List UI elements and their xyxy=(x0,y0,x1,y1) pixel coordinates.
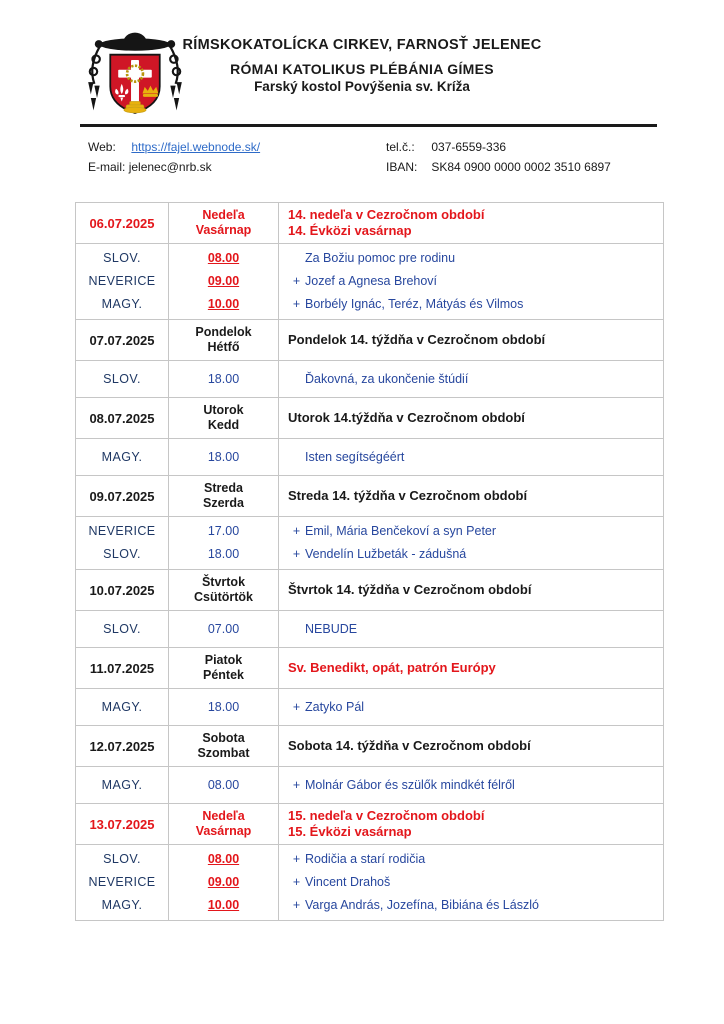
mass-place-cell xyxy=(76,517,169,570)
mass-intention xyxy=(288,446,663,469)
website-link[interactable]: https://fajel.webnode.sk/ xyxy=(131,140,261,154)
mass-time-cell xyxy=(169,244,279,320)
day-name-line: Streda xyxy=(204,481,243,495)
intention-plus-sign: + xyxy=(292,274,301,288)
day-name-line: Nedeľa xyxy=(202,208,245,222)
tel-label: tel.č.: xyxy=(386,140,415,154)
mass-intention xyxy=(288,894,663,917)
day-name xyxy=(169,804,279,845)
mass-time xyxy=(169,774,278,797)
day-name-line: Piatok xyxy=(204,653,243,667)
email-value: jelenec@nrb.sk xyxy=(128,160,212,174)
schedule-mass-row xyxy=(76,845,664,921)
schedule-day-row xyxy=(76,804,664,845)
mass-intention-cell xyxy=(279,439,664,476)
mass-intention xyxy=(288,368,663,391)
day-title-line: 14. Évközi vasárnap xyxy=(288,223,412,238)
day-title xyxy=(279,203,664,244)
day-title-line: Utorok 14.týždňa v Cezročnom období xyxy=(288,410,525,425)
intention-plus-sign: + xyxy=(292,852,301,866)
schedule-mass-row xyxy=(76,439,664,476)
day-name xyxy=(169,648,279,689)
intention-text: Zatyko Pál xyxy=(305,699,365,714)
day-date: 12.07.2025 xyxy=(76,726,169,767)
mass-time-value: 07.00 xyxy=(207,621,240,636)
day-title-line: Štvrtok 14. týždňa v Cezročnom období xyxy=(288,582,532,597)
day-title-line: 15. Évközi vasárnap xyxy=(288,824,412,839)
intention-plus-sign: + xyxy=(292,547,301,561)
intention-text: Vincent Drahoš xyxy=(305,875,391,889)
church-name: Farský kostol Povýšenia sv. Kríža xyxy=(254,79,470,94)
day-name-line: Szerda xyxy=(203,496,244,510)
mass-intention-cell xyxy=(279,845,664,921)
tel-value: 037-6559-336 xyxy=(431,140,507,154)
day-name-line: Utorok xyxy=(203,403,244,417)
mass-time xyxy=(169,368,278,391)
day-name-line: Hétfő xyxy=(207,340,240,354)
intention-text: Vendelín Lužbeták - zádušná xyxy=(305,547,467,561)
day-title xyxy=(279,476,664,517)
schedule-mass-row xyxy=(76,767,664,804)
mass-time-cell xyxy=(169,689,279,726)
intention-plus-sign: + xyxy=(292,875,301,889)
mass-time xyxy=(169,871,278,894)
schedule-body xyxy=(76,203,664,921)
mass-time-value: 09.00 xyxy=(207,274,240,288)
email-label: E-mail: xyxy=(88,160,126,174)
mass-place-cell xyxy=(76,244,169,320)
mass-place: SLOV. xyxy=(103,852,141,866)
mass-time-cell xyxy=(169,845,279,921)
day-date: 06.07.2025 xyxy=(76,203,169,244)
tel-row xyxy=(386,137,611,157)
mass-time xyxy=(169,894,278,917)
day-date: 08.07.2025 xyxy=(76,398,169,439)
day-name-line: Sobota xyxy=(202,731,245,745)
mass-intention xyxy=(288,871,663,894)
day-name-line: Szombat xyxy=(197,746,250,760)
schedule-day-row xyxy=(76,320,664,361)
mass-place-cell xyxy=(76,767,169,804)
mass-time-value: 08.00 xyxy=(207,852,240,866)
mass-place: MAGY. xyxy=(101,699,143,714)
schedule-day-row xyxy=(76,648,664,689)
mass-time-value: 10.00 xyxy=(207,297,240,311)
day-title-line: Sv. Benedikt, opát, patrón Európy xyxy=(288,660,496,675)
intention-text: Isten segítségéért xyxy=(305,449,405,464)
day-name-line: Péntek xyxy=(203,668,244,682)
mass-time xyxy=(169,247,278,270)
mass-place-cell xyxy=(76,361,169,398)
mass-place: NEVERICE xyxy=(88,875,156,889)
mass-place: MAGY. xyxy=(101,777,143,792)
day-title xyxy=(279,320,664,361)
mass-time-cell xyxy=(169,439,279,476)
day-date: 13.07.2025 xyxy=(76,804,169,845)
mass-place: SLOV. xyxy=(103,251,141,265)
mass-place: SLOV. xyxy=(103,371,141,386)
mass-time-value: 08.00 xyxy=(207,777,240,792)
day-name xyxy=(169,726,279,767)
schedule-day-row xyxy=(76,203,664,244)
intention-text: Varga András, Jozefína, Bibiána és László xyxy=(305,898,539,912)
mass-intention-cell xyxy=(279,244,664,320)
iban-row xyxy=(386,157,611,177)
intention-text: Borbély Ignác, Teréz, Mátyás és Vilmos xyxy=(305,297,524,311)
web-row xyxy=(88,137,260,157)
iban-label: IBAN: xyxy=(386,160,418,174)
day-title-line: Streda 14. týždňa v Cezročnom období xyxy=(288,488,528,503)
schedule-day-row xyxy=(76,726,664,767)
mass-place-cell xyxy=(76,439,169,476)
mass-intention xyxy=(288,520,663,543)
day-title xyxy=(279,804,664,845)
schedule-day-row xyxy=(76,570,664,611)
mass-intention xyxy=(288,293,663,316)
mass-intention xyxy=(288,696,663,719)
mass-time-cell xyxy=(169,767,279,804)
intention-plus-sign: + xyxy=(292,699,301,714)
day-name-line: Csütörtök xyxy=(193,590,254,604)
mass-place-cell xyxy=(76,689,169,726)
mass-intention-cell xyxy=(279,361,664,398)
schedule-day-row xyxy=(76,398,664,439)
mass-place: SLOV. xyxy=(103,621,141,636)
mass-time-cell xyxy=(169,611,279,648)
intention-plus-sign: + xyxy=(292,898,301,912)
mass-place: MAGY. xyxy=(101,898,143,912)
mass-time xyxy=(169,293,278,316)
mass-time-value: 10.00 xyxy=(207,898,240,912)
mass-intention xyxy=(288,848,663,871)
mass-place: NEVERICE xyxy=(88,524,156,538)
mass-place: NEVERICE xyxy=(88,274,156,288)
day-title-line: Pondelok 14. týždňa v Cezročnom období xyxy=(288,332,546,347)
day-title-line: Sobota 14. týždňa v Cezročnom období xyxy=(288,738,531,753)
day-date: 10.07.2025 xyxy=(76,570,169,611)
day-date: 09.07.2025 xyxy=(76,476,169,517)
day-name-line: Pondelok xyxy=(195,325,252,339)
header-divider xyxy=(80,124,657,127)
mass-time-value: 08.00 xyxy=(207,251,240,265)
mass-schedule-table xyxy=(75,202,664,921)
day-title xyxy=(279,726,664,767)
day-date: 11.07.2025 xyxy=(76,648,169,689)
mass-time-cell xyxy=(169,361,279,398)
mass-time-value: 09.00 xyxy=(207,875,240,889)
day-title-line: 14. nedeľa v Cezročnom období xyxy=(288,207,485,222)
mass-intention xyxy=(288,270,663,293)
day-name-line: Vasárnap xyxy=(195,223,252,237)
intention-plus-sign: + xyxy=(292,777,301,792)
day-name xyxy=(169,570,279,611)
mass-time-value: 18.00 xyxy=(207,371,240,386)
day-name-line: Vasárnap xyxy=(195,824,252,838)
day-name xyxy=(169,203,279,244)
intention-text: Rodičia a starí rodičia xyxy=(305,852,426,866)
intention-text: Emil, Mária Benčekoví a syn Peter xyxy=(305,524,497,538)
day-name-line: Kedd xyxy=(207,418,240,432)
intention-plus-sign: + xyxy=(292,297,301,311)
day-date: 07.07.2025 xyxy=(76,320,169,361)
mass-time xyxy=(169,543,278,566)
header xyxy=(0,37,724,94)
intention-text: Za Božiu pomoc pre rodinu xyxy=(305,251,456,265)
iban-value: SK84 0900 0000 0002 3510 6897 xyxy=(431,160,611,174)
mass-time-value: 17.00 xyxy=(207,524,240,538)
schedule-day-row xyxy=(76,476,664,517)
schedule-mass-row xyxy=(76,244,664,320)
mass-intention-cell xyxy=(279,611,664,648)
mass-time xyxy=(169,446,278,469)
schedule-mass-row xyxy=(76,517,664,570)
mass-time xyxy=(169,520,278,543)
day-title xyxy=(279,398,664,439)
mass-place: SLOV. xyxy=(103,547,141,561)
mass-place: MAGY. xyxy=(101,297,143,311)
day-name xyxy=(169,476,279,517)
intention-text: Ďakovná, za ukončenie štúdií xyxy=(305,371,469,386)
schedule-mass-row xyxy=(76,689,664,726)
day-title-line: 15. nedeľa v Cezročnom období xyxy=(288,808,485,823)
day-name-line: Nedeľa xyxy=(202,809,245,823)
day-title xyxy=(279,570,664,611)
intention-text: Jozef a Agnesa Brehoví xyxy=(305,274,438,288)
schedule-mass-row xyxy=(76,361,664,398)
mass-time xyxy=(169,618,278,641)
mass-intention-cell xyxy=(279,767,664,804)
mass-time-value: 18.00 xyxy=(207,449,240,464)
org-name-hu: RÓMAI KATOLIKUS PLÉBÁNIA GÍMES xyxy=(230,61,494,77)
web-label: Web: xyxy=(88,140,116,154)
mass-time xyxy=(169,848,278,871)
mass-time-value: 18.00 xyxy=(207,547,240,561)
mass-time-value: 18.00 xyxy=(207,699,240,714)
mass-intention xyxy=(288,774,663,797)
mass-place-cell xyxy=(76,611,169,648)
day-name-line: Štvrtok xyxy=(201,575,246,589)
mass-time xyxy=(169,696,278,719)
mass-place-cell xyxy=(76,845,169,921)
mass-time-cell xyxy=(169,517,279,570)
mass-place: MAGY. xyxy=(101,449,143,464)
email-row xyxy=(88,157,260,177)
mass-intention-cell xyxy=(279,517,664,570)
day-name xyxy=(169,320,279,361)
intention-plus-sign: + xyxy=(292,524,301,538)
mass-intention xyxy=(288,543,663,566)
day-title xyxy=(279,648,664,689)
org-name-sk: RÍMSKOKATOLÍCKA CIRKEV, FARNOSŤ JELENEC xyxy=(182,37,542,53)
mass-intention xyxy=(288,247,663,270)
intention-text: Molnár Gábor és szülők mindkét félről xyxy=(305,777,515,792)
day-name xyxy=(169,398,279,439)
mass-intention xyxy=(288,618,663,641)
intention-text: NEBUDE xyxy=(305,621,358,636)
mass-intention-cell xyxy=(279,689,664,726)
mass-time xyxy=(169,270,278,293)
schedule-mass-row xyxy=(76,611,664,648)
